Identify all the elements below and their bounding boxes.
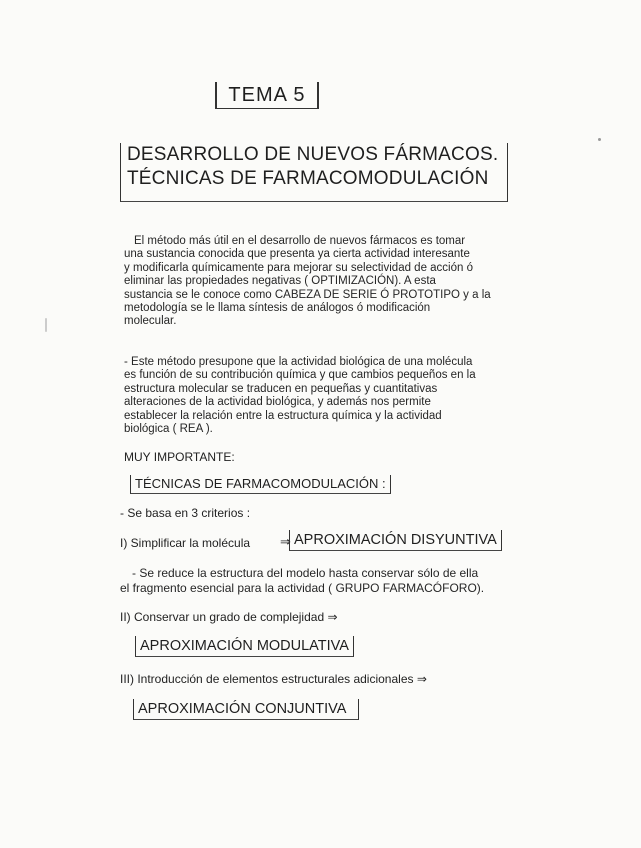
tecnicas-box: TÉCNICAS DE FARMACOMODULACIÓN : [130, 475, 391, 494]
arrow-icon: ⇒ [280, 534, 291, 549]
paragraph-line: metodología se le llama síntesis de análogos ó modificación [124, 302, 431, 315]
criterios-line: - Se basa en 3 criterios : [120, 506, 251, 520]
criterion-3-label: III) Introducción de elementos estructurales adicionales ⇒ [120, 672, 427, 686]
paragraph-line: alteraciones de la actividad biológica, y además nos permite [124, 396, 431, 409]
intro-paragraph [124, 235, 524, 329]
aproximacion-conjuntiva-box: APROXIMACIÓN CONJUNTIVA [133, 699, 359, 720]
paragraph-line: sustancia se le conoce como CABEZA DE SERIE Ó PROTOTIPO y a la [124, 288, 491, 301]
criterion-1-label: I) Simplificar la molécula [120, 536, 251, 550]
paragraph-line: biológica ( REA ). [124, 423, 213, 436]
paragraph-line: estructura molecular se traducen en pequeñas y cuantitativas [124, 382, 438, 395]
title-line-2: TÉCNICAS DE FARMACOMODULACIÓN [127, 168, 489, 189]
paragraph-line: el fragmento esencial para la actividad ( GRUPO FARMACÓFORO). [120, 580, 485, 595]
criterion-2-label: II) Conservar un grado de complejidad ⇒ [120, 610, 338, 624]
page-speck [598, 138, 601, 141]
page-speck [45, 318, 47, 332]
paragraph-line: es función de su contribución química y que cambios pequeños en la [124, 369, 476, 382]
method-paragraph [124, 356, 524, 436]
paragraph-line: eliminar las propiedades negativas ( OPTIMIZACIÓN). A esta [124, 275, 436, 288]
title-box [120, 143, 508, 202]
paragraph-line: una sustancia conocida que presenta ya cierta actividad interesante [124, 248, 470, 261]
paragraph-line: - Se reduce la estructura del modelo hasta conservar sólo de ella [132, 566, 479, 580]
paragraph-line: - Este método presupone que la actividad biológica de una molécula [124, 356, 473, 368]
tema-heading: TEMA 5 [215, 82, 319, 109]
muy-importante-label: MUY IMPORTANTE: [124, 450, 235, 464]
aproximacion-disyuntiva-box: APROXIMACIÓN DISYUNTIVA [289, 530, 502, 551]
paragraph-line: y modificarla químicamente para mejorar su selectividad de acción ó [124, 261, 473, 274]
paragraph-line: molecular. [124, 315, 177, 328]
paragraph-line: El método más útil en el desarrollo de nuevos fármacos es tomar [134, 235, 466, 247]
criterion-1-description [120, 566, 520, 595]
aproximacion-modulativa-box: APROXIMACIÓN MODULATIVA [135, 636, 354, 657]
title-line-1: DESARROLLO DE NUEVOS FÁRMACOS. [127, 144, 499, 165]
paragraph-line: establecer la relación entre la estructura química y la actividad [124, 409, 442, 422]
